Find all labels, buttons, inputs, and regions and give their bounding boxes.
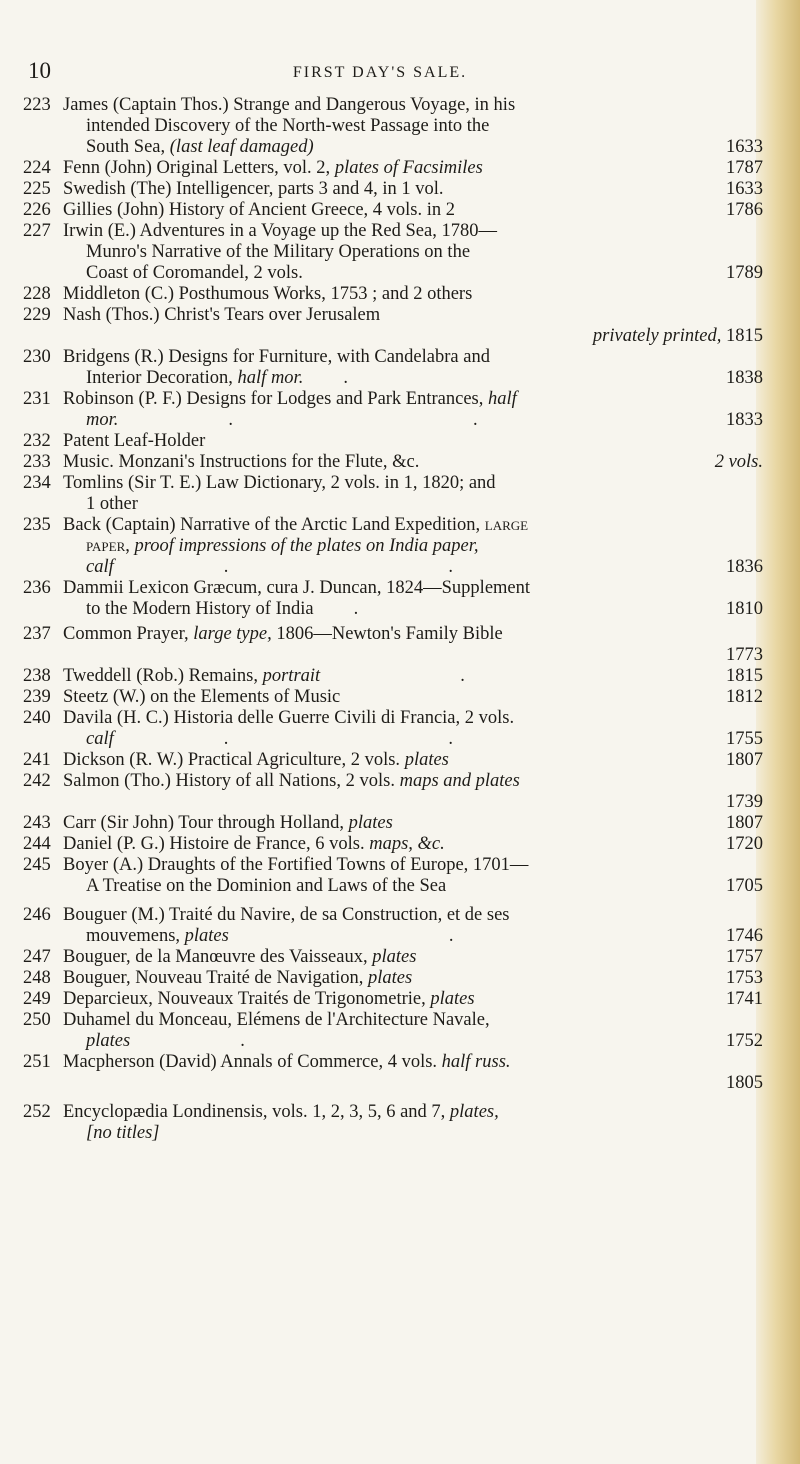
lot-number: 224 bbox=[23, 158, 51, 178]
lot-year: 1810 bbox=[726, 599, 763, 619]
lot-number: 226 bbox=[23, 200, 51, 220]
lot-entry: 251 Macpherson (David) Annals of Commerce, 4 vols. half russ. 1805 bbox=[23, 1052, 763, 1093]
lot-year: 1752 bbox=[726, 1031, 763, 1051]
lot-entry: 227 Irwin (E.) Adventures in a Voyage up the Red Sea, 1780— Munro's Narrative of the Military Operations on the Coast of Coromandel, 2 vols. 1789 bbox=[23, 221, 763, 283]
lot-number: 250 bbox=[23, 1010, 51, 1030]
lot-entry: 234 Tomlins (Sir T. E.) Law Dictionary, 2 vols. in 1, 1820; and 1 other bbox=[23, 473, 496, 514]
lot-number: 241 bbox=[23, 750, 51, 770]
lot-entry: 225 Swedish (The) Intelligencer, parts 3 and 4, in 1 vol. 1633 bbox=[23, 179, 763, 199]
page-number: 10 bbox=[28, 58, 51, 83]
lot-year: 1773 bbox=[726, 645, 763, 665]
lot-year: 1833 bbox=[726, 410, 763, 430]
lot-number: 225 bbox=[23, 179, 51, 199]
lot-number: 227 bbox=[23, 221, 51, 241]
lot-entry: 240 Davila (H. C.) Historia delle Guerre Civili di Francia, 2 vols. calf . . 1755 bbox=[23, 708, 763, 749]
lot-entry: 238 Tweddell (Rob.) Remains, portrait . 1815 bbox=[23, 666, 763, 686]
lot-number: 235 bbox=[23, 515, 51, 535]
lot-year: 1836 bbox=[726, 557, 763, 577]
lot-entry: 230 Bridgens (R.) Designs for Furniture, with Candelabra and Interior Decoration, half mor. . 1838 bbox=[23, 347, 763, 388]
lot-year: 1838 bbox=[726, 368, 763, 388]
lot-entry: 248 Bouguer, Nouveau Traité de Navigation, plates 1753 bbox=[23, 968, 763, 988]
lot-number: 237 bbox=[23, 624, 51, 644]
lot-number: 247 bbox=[23, 947, 51, 967]
lot-year: 1787 bbox=[726, 158, 763, 178]
lot-number: 244 bbox=[23, 834, 51, 854]
lot-year: 1757 bbox=[726, 947, 763, 967]
lot-year: 1807 bbox=[726, 750, 763, 770]
lot-entry: 241 Dickson (R. W.) Practical Agriculture, 2 vols. plates 1807 bbox=[23, 750, 763, 770]
lot-entry: 249 Deparcieux, Nouveaux Traités de Trigonometrie, plates 1741 bbox=[23, 989, 763, 1009]
lot-year: 1805 bbox=[726, 1073, 763, 1093]
lot-entry: 229 Nash (Thos.) Christ's Tears over Jerusalem privately printed, 1815 bbox=[23, 305, 763, 346]
lot-year: 1739 bbox=[726, 792, 763, 812]
lot-entry: 235 Back (Captain) Narrative of the Arctic Land Expedition, large paper, proof impressions of the plates on India paper, calf . . 1836 bbox=[23, 515, 763, 577]
lot-year: 1789 bbox=[726, 263, 763, 283]
lot-year: 1633 bbox=[726, 137, 763, 157]
lot-list bbox=[0, 95, 763, 1144]
lot-year: 1807 bbox=[726, 813, 763, 833]
lot-year: 1755 bbox=[726, 729, 763, 749]
lot-number: 234 bbox=[23, 473, 51, 493]
lot-number: 242 bbox=[23, 771, 51, 791]
lot-entry: 245 Boyer (A.) Draughts of the Fortified Towns of Europe, 1701— A Treatise on the Dominion and Laws of the Sea 1705 bbox=[23, 855, 763, 896]
lot-entry: 243 Carr (Sir John) Tour through Holland, plates 1807 bbox=[23, 813, 763, 833]
lot-entry: 244 Daniel (P. G.) Histoire de France, 6 vols. maps, &c. 1720 bbox=[23, 834, 763, 854]
lot-number: 245 bbox=[23, 855, 51, 875]
lot-number: 240 bbox=[23, 708, 51, 728]
running-head: FIRST DAY'S SALE. bbox=[292, 64, 468, 81]
lot-year: 1786 bbox=[726, 200, 763, 220]
lot-entry: 223 James (Captain Thos.) Strange and Dangerous Voyage, in his intended Discovery of the North-west Passage into the South Sea, (last leaf damaged) 1633 bbox=[23, 95, 763, 157]
lot-number: 230 bbox=[23, 347, 51, 367]
lot-number: 236 bbox=[23, 578, 51, 598]
lot-year: 1705 bbox=[726, 876, 763, 896]
lot-year: 1720 bbox=[726, 834, 763, 854]
lot-year: 1741 bbox=[726, 989, 763, 1009]
lot-entry: 233 Music. Monzani's Instructions for the Flute, &c. 2 vols. bbox=[23, 452, 763, 472]
lot-entry: 239 Steetz (W.) on the Elements of Music 1812 bbox=[23, 687, 763, 707]
lot-entry: 226 Gillies (John) History of Ancient Greece, 4 vols. in 2 1786 bbox=[23, 200, 763, 220]
lot-number: 249 bbox=[23, 989, 51, 1009]
lot-number: 251 bbox=[23, 1052, 51, 1072]
lot-number: 243 bbox=[23, 813, 51, 833]
lot-year: 1812 bbox=[726, 687, 763, 707]
lot-year: 1746 bbox=[726, 926, 763, 946]
lot-entry: 242 Salmon (Tho.) History of all Nations, 2 vols. maps and plates 1739 bbox=[23, 771, 763, 812]
lot-entry: 237 Common Prayer, large type, 1806—Newton's Family Bible 1773 bbox=[23, 624, 763, 665]
lot-entry: 250 Duhamel du Monceau, Elémens de l'Architecture Navale, plates . 1752 bbox=[23, 1010, 763, 1051]
lot-entry: 231 Robinson (P. F.) Designs for Lodges and Park Entrances, half mor. . . 1833 bbox=[23, 389, 763, 430]
lot-number: 239 bbox=[23, 687, 51, 707]
lot-number: 238 bbox=[23, 666, 51, 686]
lot-entry: 232 Patent Leaf-Holder bbox=[23, 431, 206, 451]
lot-year: 1815 bbox=[726, 326, 763, 346]
lot-number: 246 bbox=[23, 905, 51, 925]
lot-entry: 228 Middleton (C.) Posthumous Works, 1753 ; and 2 others bbox=[23, 284, 473, 304]
lot-entry: 246 Bouguer (M.) Traité du Navire, de sa Construction, et de ses mouvemens, plates . 1746 bbox=[23, 905, 763, 946]
lot-number: 231 bbox=[23, 389, 51, 409]
lot-year: 1753 bbox=[726, 968, 763, 988]
lot-year: 1815 bbox=[726, 666, 763, 686]
lot-entry: 252 Encyclopædia Londinensis, vols. 1, 2, 3, 5, 6 and 7, plates, [no titles] bbox=[23, 1102, 499, 1143]
lot-number: 248 bbox=[23, 968, 51, 988]
lot-number: 252 bbox=[23, 1102, 51, 1122]
lot-number: 229 bbox=[23, 305, 51, 325]
lot-number: 233 bbox=[23, 452, 51, 472]
lot-entry: 224 Fenn (John) Original Letters, vol. 2, plates of Facsimiles 1787 bbox=[23, 158, 763, 178]
lot-number: 232 bbox=[23, 431, 51, 451]
lot-entry: 247 Bouguer, de la Manœuvre des Vaisseaux, plates 1757 bbox=[23, 947, 763, 967]
lot-number: 228 bbox=[23, 284, 51, 304]
lot-number: 223 bbox=[23, 95, 51, 115]
lot-entry: 236 Dammii Lexicon Græcum, cura J. Duncan, 1824—Supplement to the Modern History of India . 1810 bbox=[23, 578, 763, 619]
page-header bbox=[0, 58, 780, 88]
lot-year: 1633 bbox=[726, 179, 763, 199]
